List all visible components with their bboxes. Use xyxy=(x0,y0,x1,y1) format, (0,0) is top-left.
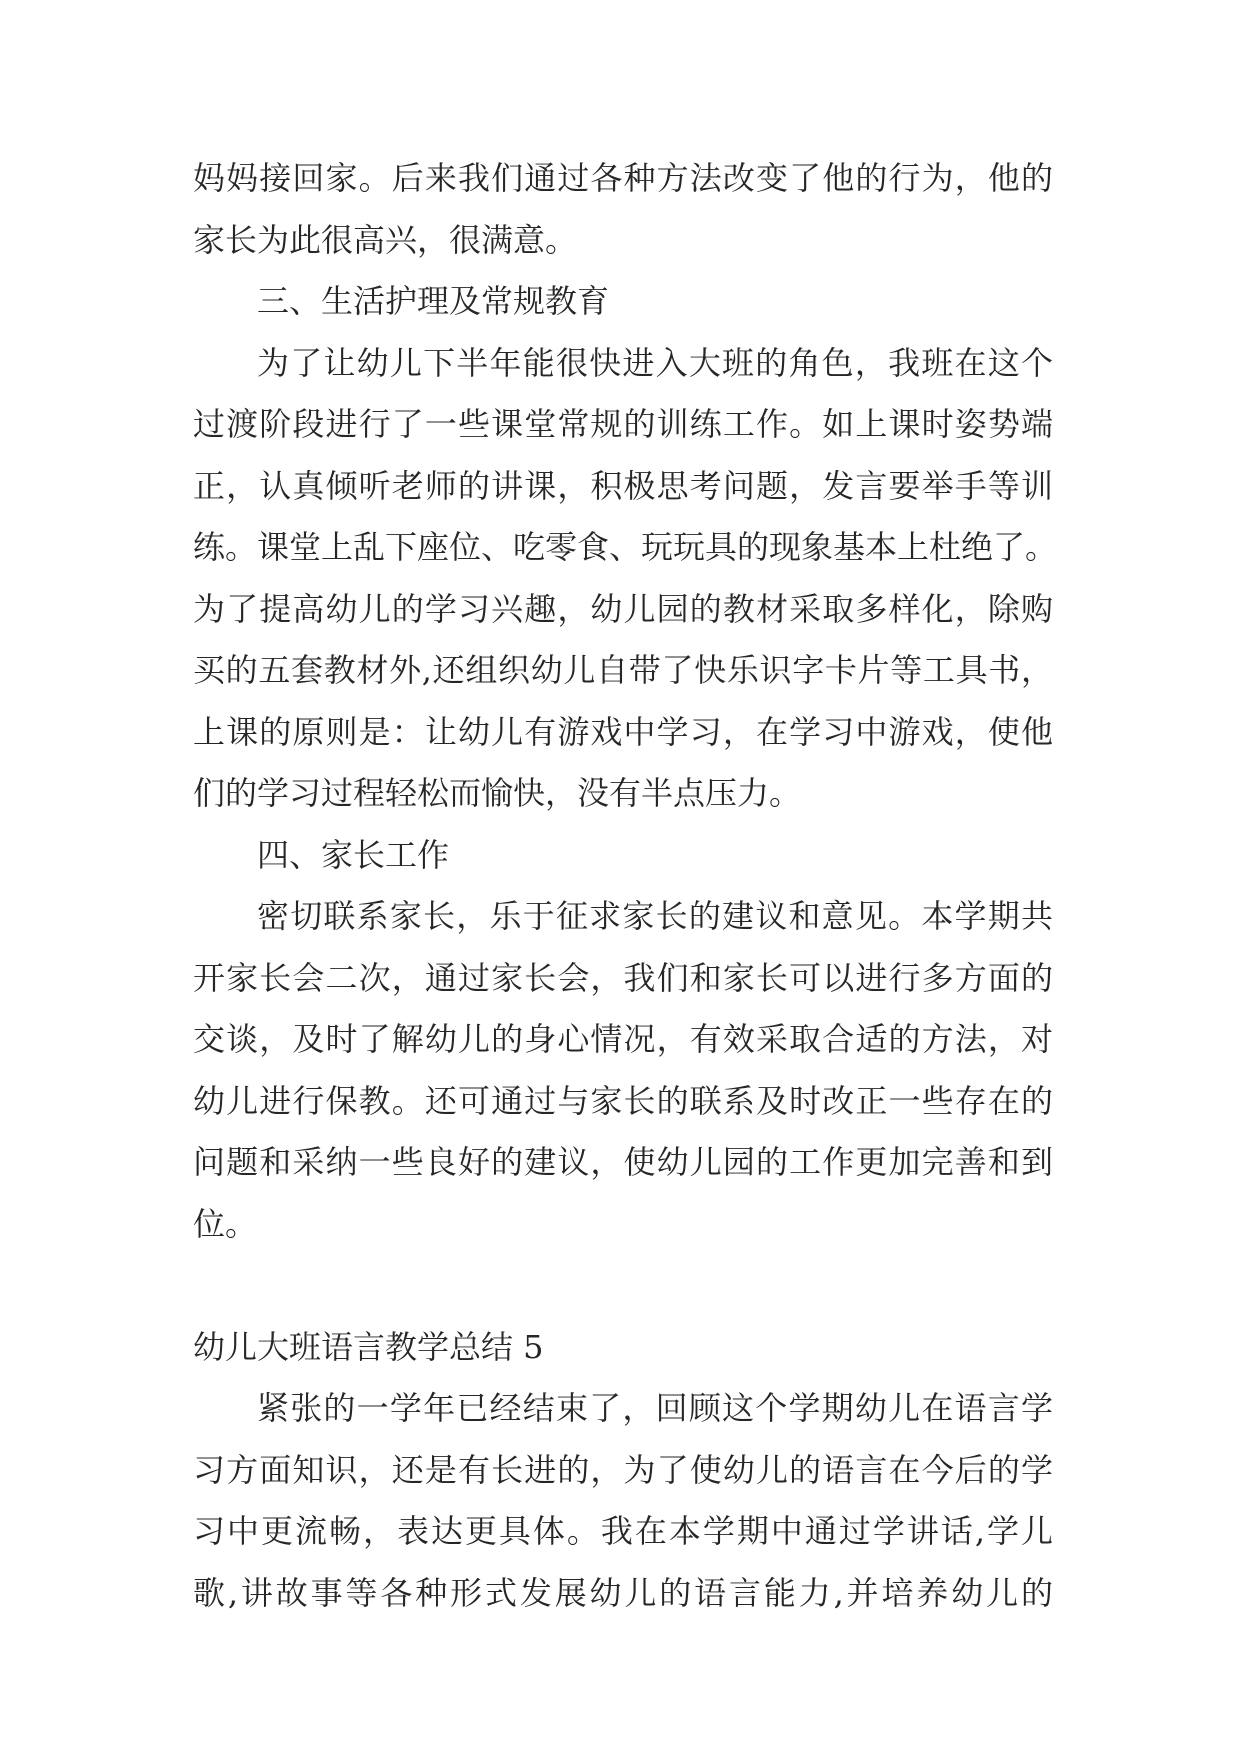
text-line: 密切联系家长，乐于征求家长的建议和意见。本学期共 xyxy=(257,897,1053,935)
text-line: 交谈，及时了解幼儿的身心情况，有效采取合适的方法，对 xyxy=(193,1020,1053,1058)
text-line: 妈妈接回家。后来我们通过各种方法改变了他的行为，他的 xyxy=(193,159,1053,197)
document-page xyxy=(193,148,1058,1624)
section-title: 幼儿大班语言教学总结 5 xyxy=(193,1327,544,1366)
text-line: 四、家长工作 xyxy=(257,835,450,874)
text-line: 正，认真倾听老师的讲课，积极思考问题，发言要举手等训 xyxy=(193,466,1053,505)
paragraph-spacer xyxy=(193,1255,1053,1317)
text-line: 三、生活护理及常规教育 xyxy=(257,282,610,320)
text-line: 买的五套教材外,还组织幼儿自带了快乐识字卡片等工具书， xyxy=(193,651,1053,689)
text-line: 习方面知识，还是有长进的，为了使幼儿的语言在今后的学 xyxy=(193,1450,1053,1489)
text-line: 练。课堂上乱下座位、吃零食、玩玩具的现象基本上杜绝了。 xyxy=(193,528,1058,566)
document-body xyxy=(193,148,1058,1255)
section-body xyxy=(193,1378,1053,1624)
text-line: 开家长会二次，通过家长会，我们和家长可以进行多方面的 xyxy=(193,958,1053,997)
text-line: 们的学习过程轻松而愉快，没有半点压力。 xyxy=(193,774,802,812)
text-line: 歌,讲故事等各种形式发展幼儿的语言能力,并培养幼儿的 xyxy=(193,1573,1053,1612)
text-line: 过渡阶段进行了一些课堂常规的训练工作。如上课时姿势端 xyxy=(193,405,1053,443)
text-line: 习中更流畅，表达更具体。我在本学期中通过学讲话,学儿 xyxy=(193,1512,1053,1550)
text-line: 为了提高幼儿的学习兴趣，幼儿园的教材采取多样化，除购 xyxy=(193,589,1053,628)
text-line: 位。 xyxy=(193,1204,258,1243)
text-line: 为了让幼儿下半年能很快进入大班的角色，我班在这个 xyxy=(257,343,1053,382)
text-line: 上课的原则是：让幼儿有游戏中学习，在学习中游戏，使他 xyxy=(193,712,1053,751)
text-line: 问题和采纳一些良好的建议，使幼儿园的工作更加完善和到 xyxy=(193,1143,1053,1181)
text-line: 幼儿进行保教。还可通过与家长的联系及时改正一些存在的 xyxy=(193,1081,1053,1120)
text-line: 家长为此很高兴，很满意。 xyxy=(193,220,578,259)
text-line: 紧张的一学年已经结束了，回顾这个学期幼儿在语言学 xyxy=(257,1389,1053,1427)
